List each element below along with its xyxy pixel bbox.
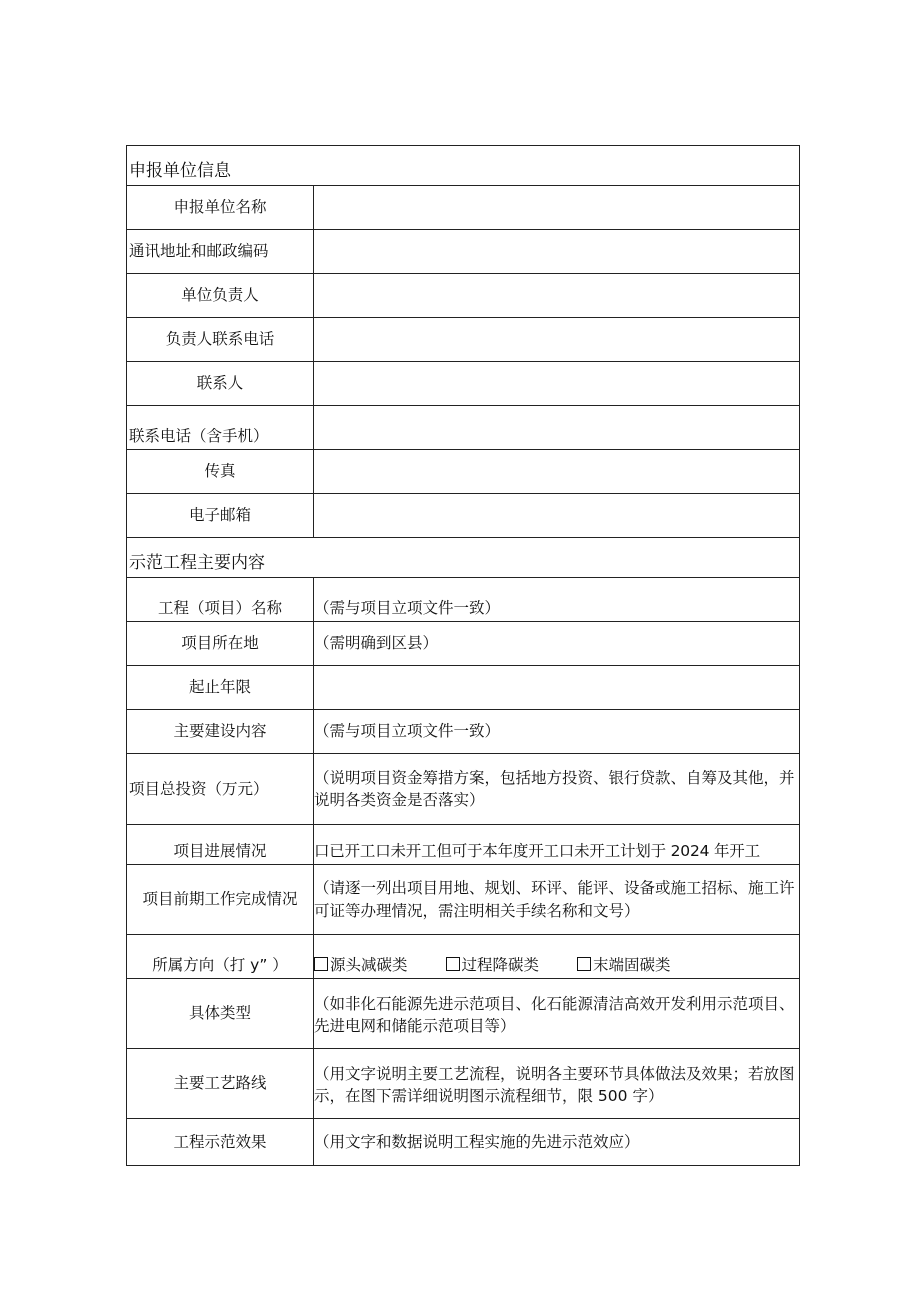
project-location-field[interactable]: （需明确到区县） — [314, 622, 800, 666]
demonstration-effect-field[interactable]: （用文字和数据说明工程实施的先进示范效应） — [314, 1119, 800, 1166]
direction-option-process[interactable] — [446, 954, 540, 976]
process-route-field[interactable]: （用文字说明主要工艺流程，说明各主要环节具体做法及效果；若放图示，在图下需详细说明图示流程细节，限 500 字） — [314, 1049, 800, 1119]
row-label: 通讯地址和邮政编码 — [127, 230, 314, 274]
row-label: 具体类型 — [127, 979, 314, 1049]
row-label: 工程（项目）名称 — [127, 578, 314, 622]
row-process-route — [127, 1049, 800, 1119]
row-label: 项目前期工作完成情况 — [127, 865, 314, 935]
email-field[interactable] — [314, 494, 800, 538]
applicant-name-field[interactable] — [314, 186, 800, 230]
row-label: 工程示范效果 — [127, 1119, 314, 1166]
row-label: 负责人联系电话 — [127, 318, 314, 362]
row-label: 联系电话（含手机） — [127, 406, 314, 450]
row-label: 传真 — [127, 450, 314, 494]
row-unit-head — [127, 274, 800, 318]
row-applicant-name — [127, 186, 800, 230]
row-preliminary-work — [127, 865, 800, 935]
total-investment-field[interactable]: （说明项目资金筹措方案，包括地方投资、银行贷款、自筹及其他，并说明各类资金是否落实） — [314, 754, 800, 825]
section-applicant-info — [127, 146, 800, 186]
specific-type-field[interactable]: （如非化石能源先进示范项目、化石能源清洁高效开发利用示范项目、先进电网和储能示范项目等） — [314, 979, 800, 1049]
preliminary-work-field[interactable]: （请逐一列出项目用地、规划、环评、能评、设备或施工招标、施工许可证等办理情况，需注明相关手续名称和文号） — [314, 865, 800, 935]
row-label: 电子邮箱 — [127, 494, 314, 538]
direction-options — [314, 935, 800, 979]
start-end-years-field[interactable] — [314, 666, 800, 710]
row-fax — [127, 450, 800, 494]
project-name-field[interactable]: （需与项目立项文件一致） — [314, 578, 800, 622]
row-label: 申报单位名称 — [127, 186, 314, 230]
option-label: 末端固碳类 — [593, 955, 671, 974]
row-direction — [127, 935, 800, 979]
row-label: 主要建设内容 — [127, 710, 314, 754]
contact-person-field[interactable] — [314, 362, 800, 406]
row-label: 单位负责人 — [127, 274, 314, 318]
checkbox-icon[interactable] — [314, 957, 328, 971]
row-label: 项目总投资（万元） — [127, 754, 314, 825]
application-form-table — [126, 145, 800, 1166]
checkbox-icon[interactable] — [577, 957, 591, 971]
row-project-name — [127, 578, 800, 622]
row-specific-type — [127, 979, 800, 1049]
row-contact-person — [127, 362, 800, 406]
progress-status-field[interactable]: 口已开工口未开工但可于本年度开工口未开工计划于 2024 年开工 — [314, 825, 800, 865]
row-project-location — [127, 622, 800, 666]
direction-option-source[interactable] — [314, 954, 408, 976]
direction-option-end[interactable] — [577, 954, 671, 976]
row-label: 联系人 — [127, 362, 314, 406]
checkbox-icon[interactable] — [446, 957, 460, 971]
option-label: 源头减碳类 — [330, 955, 408, 974]
contact-phone-field[interactable] — [314, 406, 800, 450]
row-start-end-years — [127, 666, 800, 710]
row-total-investment — [127, 754, 800, 825]
row-label: 起止年限 — [127, 666, 314, 710]
section-title: 申报单位信息 — [127, 146, 800, 186]
row-address-postcode — [127, 230, 800, 274]
main-construction-field[interactable]: （需与项目立项文件一致） — [314, 710, 800, 754]
row-label: 主要工艺路线 — [127, 1049, 314, 1119]
option-label: 过程降碳类 — [461, 955, 540, 974]
row-label: 项目所在地 — [127, 622, 314, 666]
row-head-phone — [127, 318, 800, 362]
row-main-construction — [127, 710, 800, 754]
row-label: 项目进展情况 — [127, 825, 314, 865]
unit-head-field[interactable] — [314, 274, 800, 318]
row-email — [127, 494, 800, 538]
row-demonstration-effect — [127, 1119, 800, 1166]
row-label: 所属方向（打 y” ） — [127, 935, 314, 979]
section-title: 示范工程主要内容 — [127, 538, 800, 578]
fax-field[interactable] — [314, 450, 800, 494]
row-contact-phone — [127, 406, 800, 450]
row-progress-status — [127, 825, 800, 865]
head-phone-field[interactable] — [314, 318, 800, 362]
section-project-content — [127, 538, 800, 578]
address-postcode-field[interactable] — [314, 230, 800, 274]
